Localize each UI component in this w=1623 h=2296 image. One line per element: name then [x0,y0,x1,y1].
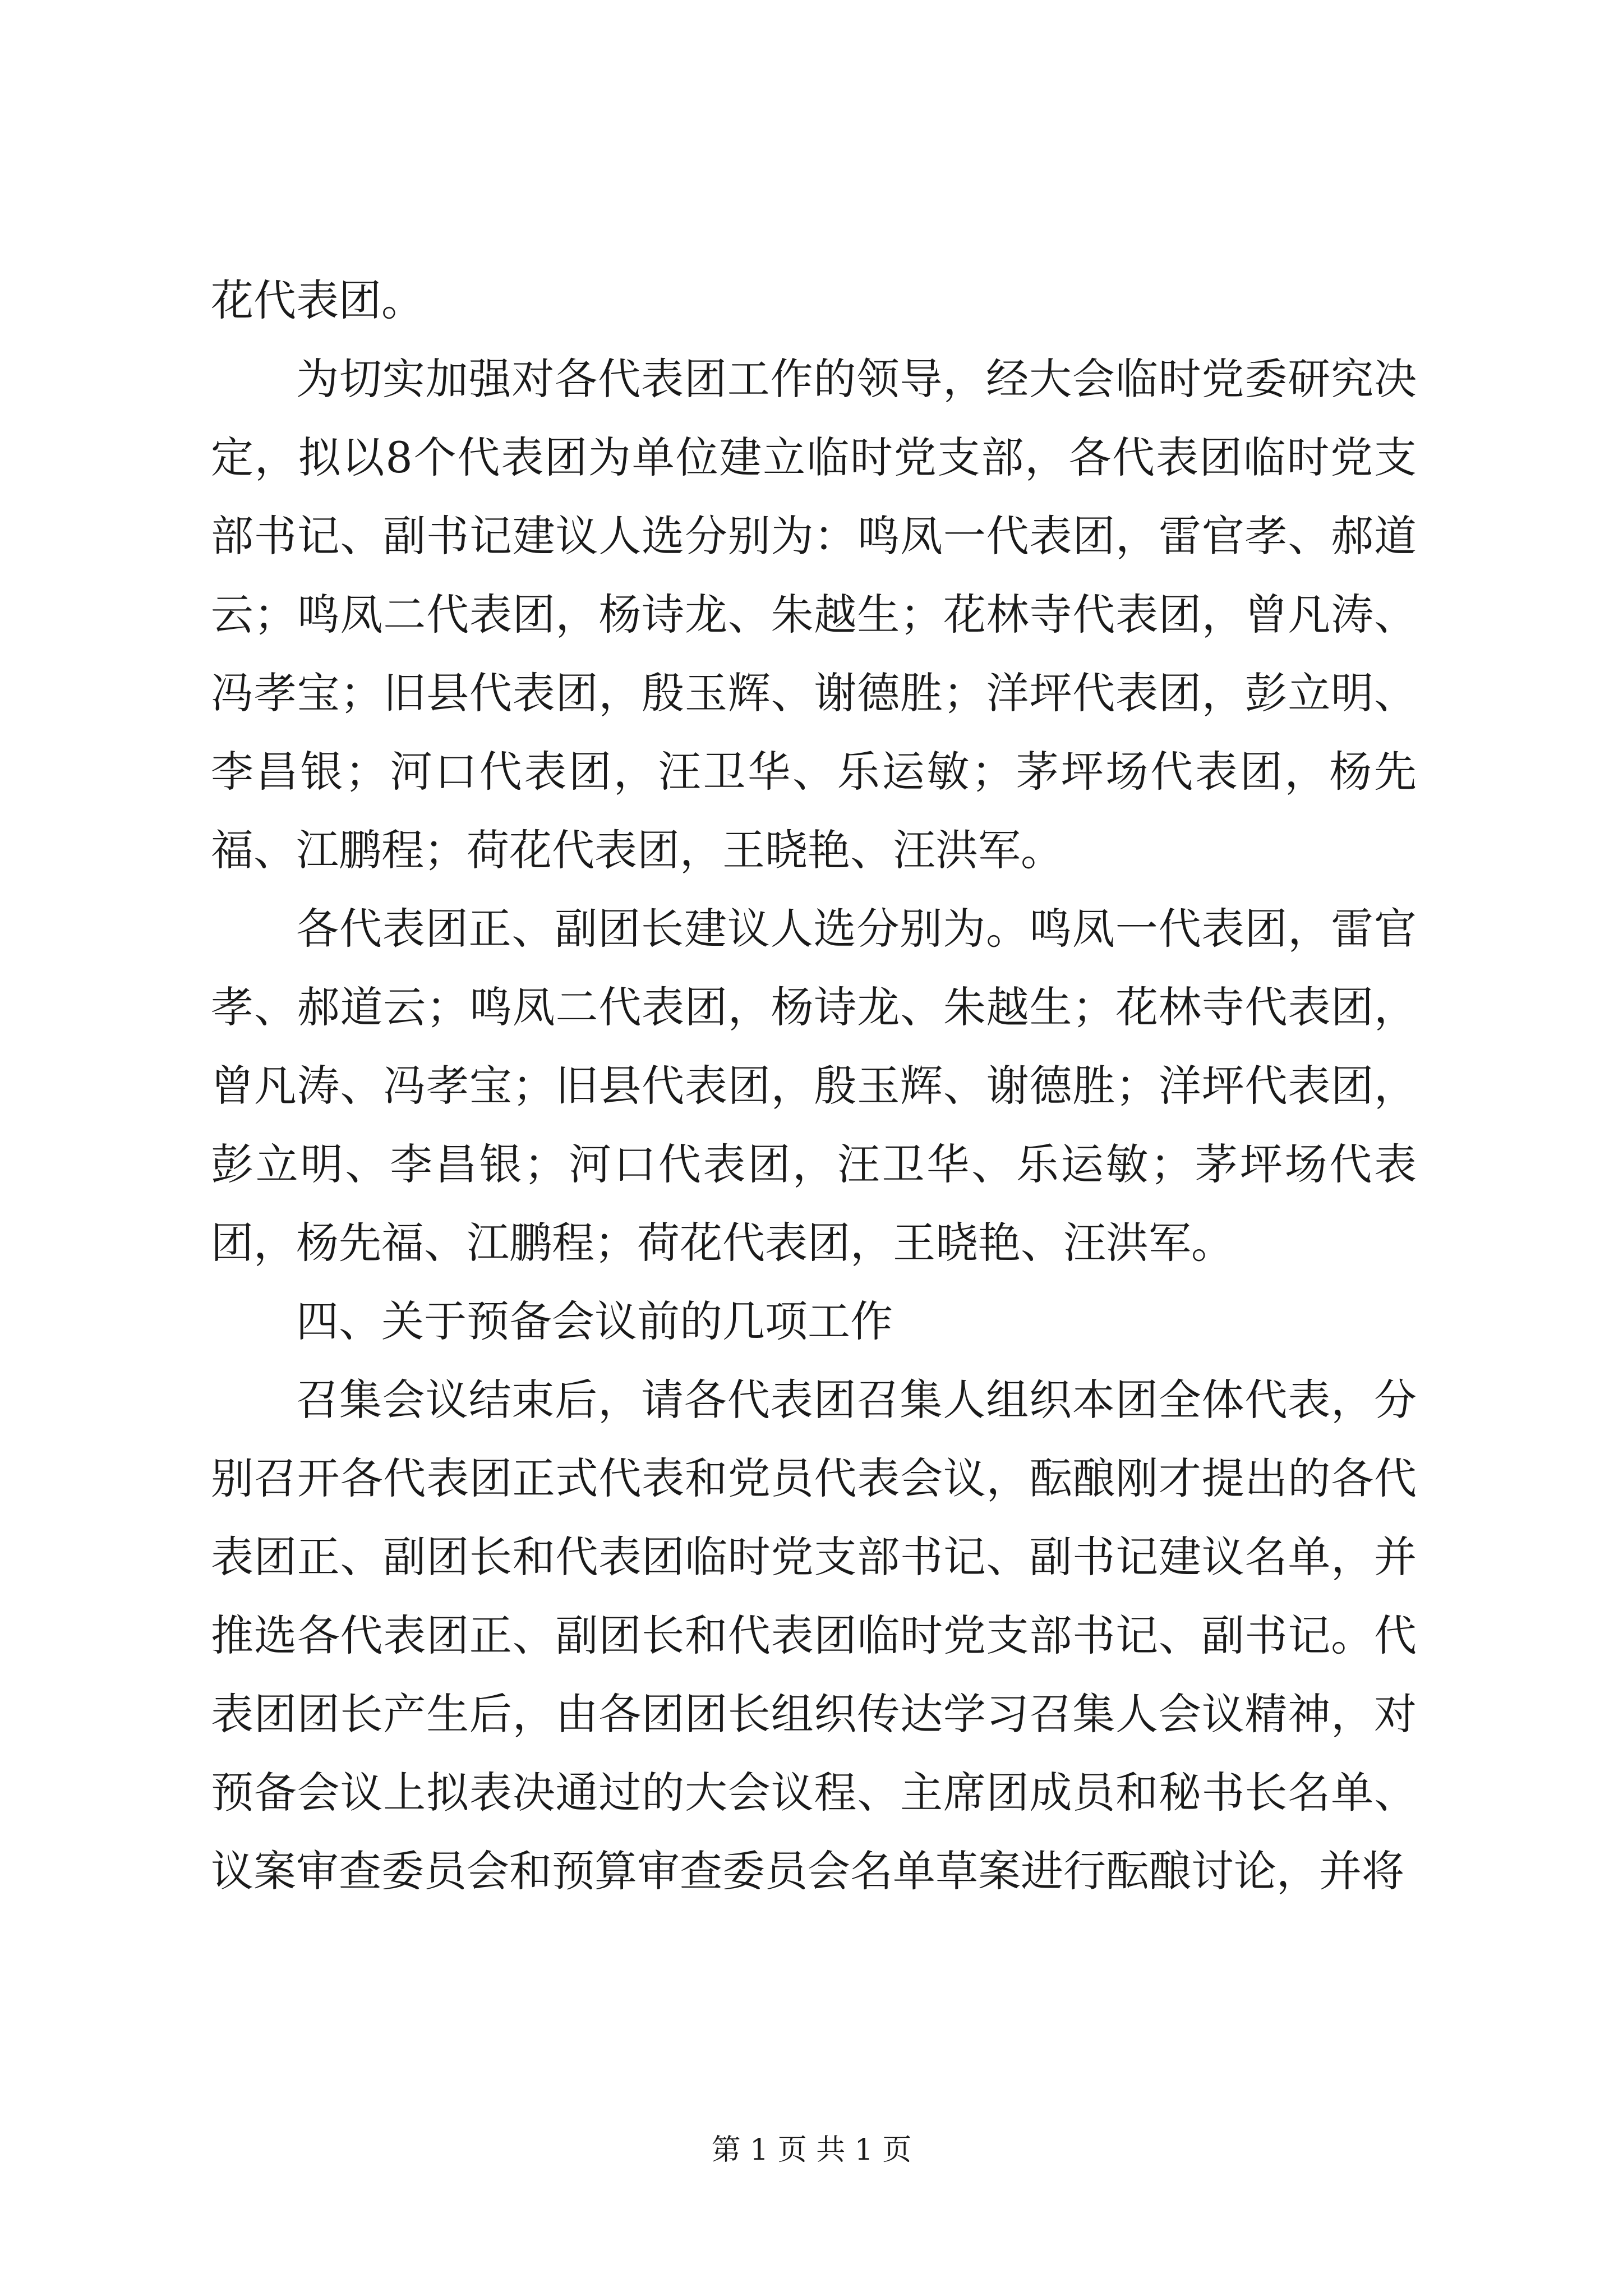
paragraph-delegation-leaders: 各代表团正、副团长建议人选分别为。鸣凤一代表团，雷官孝、郝道云；鸣凤二代表团，杨诗龙、朱越生；花林寺代表团，曾凡涛、冯孝宝；旧县代表团，殷玉辉、谢德胜；洋坪代表团，彭立明、李昌银；河口代表团，汪卫华、乐运敏；茅坪场代表团，杨先福、江鹏程；荷花代表团，王晓艳、汪洪军。 [211,904,1417,1268]
paragraph-convening-meeting: 召集会议结束后，请各代表团召集人组织本团全体代表，分别召开各代表团正式代表和党员代表会议，酝酿刚才提出的各代表团正、副团长和代表团临时党支部书记、副书记建议名单，并推选各代表团正、副团长和代表团临时党支部书记、副书记。代表团团长产生后，由各团团长组织传达学习召集人会议精神，对预备会议上拟表决通过的大会议程、主席团成员和秘书长名单、议案审查委员会和预算审查委员会名单草案进行酝酿讨论，并将 [211,1375,1417,1896]
document-body [211,261,1417,1911]
page-footer: 第 1 页 共 1 页 [711,2133,912,2167]
section-heading-preparatory-work: 四、关于预备会议前的几项工作 [296,1296,893,1346]
paragraph-party-branch: 为切实加强对各代表团工作的领导，经大会临时党委研究决定，拟以8个代表团为单位建立临时党支部，各代表团临时党支部书记、副书记建议人选分别为：鸣凤一代表团，雷官孝、郝道云；鸣凤二代表团，杨诗龙、朱越生；花林寺代表团，曾凡涛、冯孝宝；旧县代表团，殷玉辉、谢德胜；洋坪代表团，彭立明、李昌银；河口代表团，汪卫华、乐运敏；茅坪场代表团，杨先福、江鹏程；荷花代表团，王晓艳、汪洪军。 [211,354,1417,875]
paragraph-continuation: 花代表团。 [211,275,424,325]
